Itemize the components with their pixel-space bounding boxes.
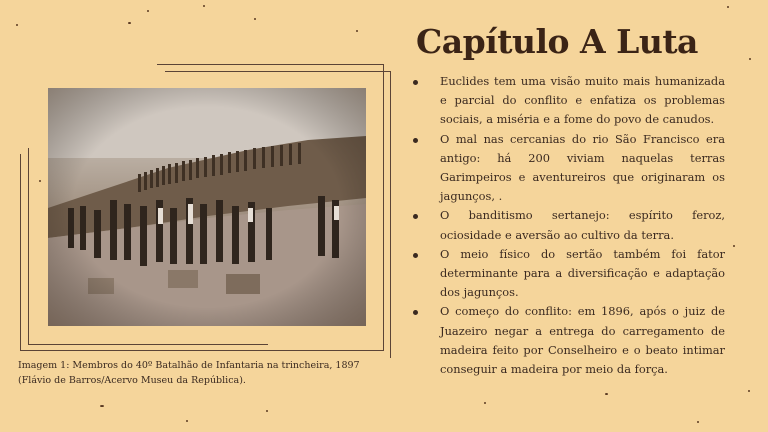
speck bbox=[203, 5, 205, 7]
speck bbox=[484, 402, 486, 404]
bullet-item bbox=[413, 206, 725, 244]
image-caption: Imagem 1: Membros do 40º Batalhão de Infantaria na trincheira, 1897 (Flávio de Barros/Acervo Museu da República). bbox=[18, 360, 360, 386]
bullet-dot-icon bbox=[413, 310, 418, 315]
slide-title: Capítulo A Luta bbox=[416, 22, 698, 61]
speck bbox=[749, 58, 751, 60]
frame-line-bottom bbox=[20, 350, 384, 351]
bullet-dot-icon bbox=[413, 214, 418, 219]
speck bbox=[147, 10, 149, 12]
bullet-text: Euclides tem uma visão muito mais humanizada e parcial do conflito e enfatiza os problemas sociais, a miséria e a fome do povo de canudos. bbox=[440, 74, 725, 127]
bullet-item bbox=[413, 302, 725, 379]
speck bbox=[100, 405, 104, 407]
bullet-list bbox=[413, 72, 725, 379]
speck bbox=[697, 421, 699, 423]
frame-line-bottom-inner bbox=[28, 344, 268, 345]
frame-line-left bbox=[20, 154, 21, 350]
bullet-item bbox=[413, 130, 725, 207]
speck bbox=[39, 180, 41, 182]
bullet-text: O banditismo sertanejo: espírito feroz, ociosidade e aversão ao cultivo da terra. bbox=[440, 208, 725, 242]
bullet-item bbox=[413, 72, 725, 130]
frame-line-right bbox=[383, 64, 384, 350]
bullet-dot-icon bbox=[413, 80, 418, 85]
photo-illustration bbox=[48, 88, 366, 326]
bullet-dot-icon bbox=[413, 253, 418, 258]
speck bbox=[605, 393, 608, 395]
frame-line-left-inner bbox=[28, 148, 29, 344]
speck bbox=[727, 6, 729, 8]
bullet-item bbox=[413, 245, 725, 303]
frame-line-top-inner bbox=[165, 71, 390, 72]
historical-photo bbox=[48, 88, 366, 326]
speck bbox=[266, 410, 268, 412]
bullet-text: O meio físico do sertão também foi fator determinante para a diversificação e adaptação dos jagunços. bbox=[440, 246, 725, 300]
speck bbox=[128, 22, 131, 24]
speck bbox=[186, 420, 188, 422]
speck bbox=[254, 18, 256, 20]
speck bbox=[733, 245, 735, 247]
bullet-text: O começo do conflito: em 1896, após o juiz de Juazeiro negar a entrega do carregamento de madeira feito por Conselheiro e o beato intimar conseguir a madeira por meio da força. bbox=[440, 304, 725, 377]
speck bbox=[748, 390, 750, 392]
bullet-dot-icon bbox=[413, 138, 418, 143]
bullet-text: O mal nas cercanias do rio São Francisco era antigo: há 200 viviam naquelas terras Garimpeiros e aventureiros que originaram os jagunços, . bbox=[440, 131, 725, 204]
frame-line-top bbox=[157, 64, 383, 65]
speck bbox=[356, 30, 358, 32]
frame-line-right-inner bbox=[390, 71, 391, 358]
speck bbox=[16, 24, 18, 26]
